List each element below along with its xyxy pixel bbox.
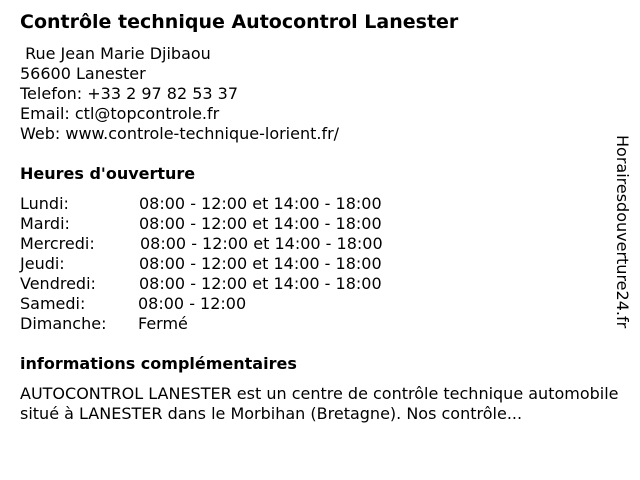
day-label: Mardi: — [20, 214, 70, 233]
contact-block — [20, 44, 339, 144]
day-label: Jeudi: — [20, 254, 65, 273]
info-description: AUTOCONTROL LANESTER est un centre de contrôle technique automobile situé à LANESTER dans le Morbihan (Bretagne). Nos contrôle... — [20, 384, 619, 423]
day-hours: 08:00 - 12:00 et 14:00 - 18:00 — [140, 234, 383, 253]
day-hours: 08:00 - 12:00 et 14:00 - 18:00 — [139, 254, 382, 273]
email-address[interactable]: Email: ctl@topcontrole.fr — [20, 104, 220, 123]
website-link[interactable]: Web: www.controle-technique-lorient.fr/ — [20, 124, 340, 143]
business-title: Contrôle technique Autocontrol Lanester — [20, 11, 459, 33]
day-hours: Fermé — [138, 314, 188, 333]
phone-number[interactable]: Telefon: +33 2 97 82 53 37 — [20, 84, 239, 103]
day-hours: 08:00 - 12:00 et 14:00 - 18:00 — [139, 274, 382, 293]
day-hours: 08:00 - 12:00 et 14:00 - 18:00 — [139, 194, 382, 213]
address-city: 56600 Lanester — [20, 64, 146, 83]
site-watermark: Horairesdouverture24.fr — [613, 135, 632, 329]
day-label: Vendredi: — [20, 274, 96, 293]
day-label: Lundi: — [20, 194, 69, 213]
day-label: Dimanche: — [20, 314, 107, 333]
day-label: Samedi: — [20, 294, 86, 313]
day-hours: 08:00 - 12:00 — [138, 294, 247, 313]
day-label: Mercredi: — [20, 234, 95, 253]
hours-heading: Heures d'ouverture — [20, 164, 196, 183]
day-hours: 08:00 - 12:00 et 14:00 - 18:00 — [139, 214, 382, 233]
address-street: Rue Jean Marie Djibaou — [20, 44, 211, 63]
info-heading: informations complémentaires — [20, 354, 297, 373]
